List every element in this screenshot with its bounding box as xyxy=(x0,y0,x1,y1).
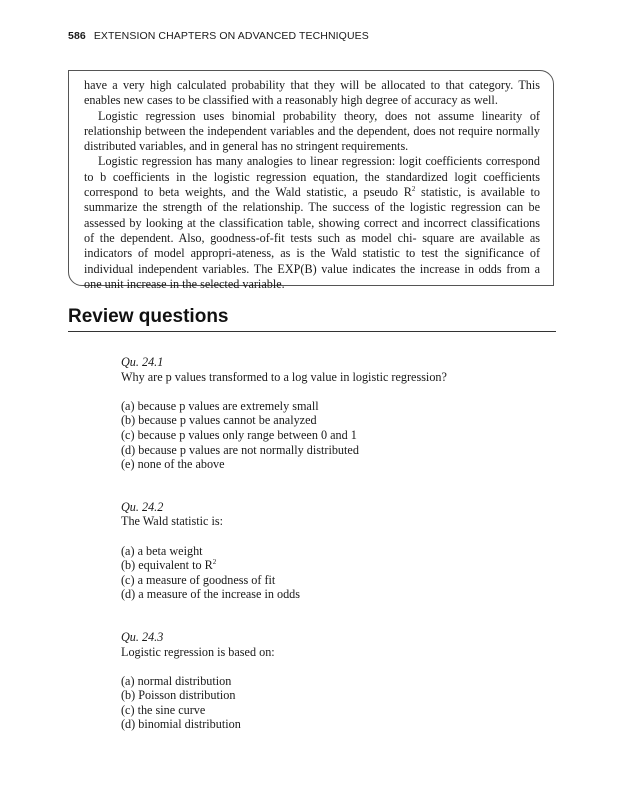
question-stem: Logistic regression is based on: xyxy=(121,644,275,659)
answer-option: (c) the sine curve xyxy=(121,702,206,717)
question-stem: The Wald statistic is: xyxy=(121,514,224,529)
r-squared-superscript: 2 xyxy=(411,185,416,194)
running-title: EXTENSION CHAPTERS ON ADVANCED TECHNIQUES xyxy=(93,30,369,42)
running-head xyxy=(68,30,369,42)
summary-paragraph-3 xyxy=(84,154,540,292)
summary-paragraph-1: have a very high calculated probability that they will be allocated to that category. This enables new cases to be classified with a reasonably high degree of accuracy as well. xyxy=(84,78,540,108)
question-number: Qu. 24.3 xyxy=(121,629,164,644)
summary-paragraph-2: Logistic regression uses binomial probability theory, does not assume linearity of relationship between the independent variables and the dependent, does not require normally distributed variables, and in general has no stringent requirements. xyxy=(84,108,540,154)
answer-option: (a) normal distribution xyxy=(121,673,232,688)
answer-option-text: (b) equivalent to R xyxy=(121,558,213,573)
answer-option: (d) because p values are not normally distributed xyxy=(121,442,359,457)
question-number: Qu. 24.1 xyxy=(121,355,164,369)
answer-option: (b) Poisson distribution xyxy=(121,688,236,703)
summary-box xyxy=(68,70,554,291)
answer-option: (c) a measure of goodness of fit xyxy=(121,572,276,587)
page-number: 586 xyxy=(68,30,86,42)
answer-option: (a) a beta weight xyxy=(121,543,203,558)
summary-paragraph-3-part-1: Logistic regression has many analogies to linear regression: logit coefficients correspond to b coefficients in the logistic regression equation, the standardized logit coefficients correspond to beta weights, and the Wald statistic, a pseudo R xyxy=(84,154,540,200)
answer-option: (b) because p values cannot be analyzed xyxy=(121,413,317,428)
answer-option xyxy=(121,558,541,573)
answer-option: (d) a measure of the increase in odds xyxy=(121,587,301,602)
question-number: Qu. 24.2 xyxy=(121,499,164,514)
summary-paragraph-3-part-2: statistic, is available to summarize the strength of the relationship. The success of the logistic regression can be assessed by looking at the classification table, showing correct and incorrect classifications of the dependent. Also, goodness-of-fit tests such as model chi- square are available as indicators of model appropri-ateness, as is the Wald statistic to test the significance of individual independent variables. The EXP(B) value indicates the increase in odds from a one unit increase in the selected variable. xyxy=(84,185,541,291)
question-24-2 xyxy=(121,500,541,602)
answer-option: (d) binomial distribution xyxy=(121,717,241,732)
question-stem: Why are p values transformed to a log value in logistic regression? xyxy=(121,369,447,384)
r-squared-superscript: 2 xyxy=(212,558,217,567)
answer-option: (a) because p values are extremely small xyxy=(121,398,319,413)
question-24-3 xyxy=(121,630,541,732)
review-questions xyxy=(121,355,541,760)
question-24-1 xyxy=(121,355,541,472)
answer-option: (c) because p values only range between 0 and 1 xyxy=(121,427,357,442)
answer-option: (e) none of the above xyxy=(121,457,225,472)
section-heading: Review questions xyxy=(68,306,556,332)
